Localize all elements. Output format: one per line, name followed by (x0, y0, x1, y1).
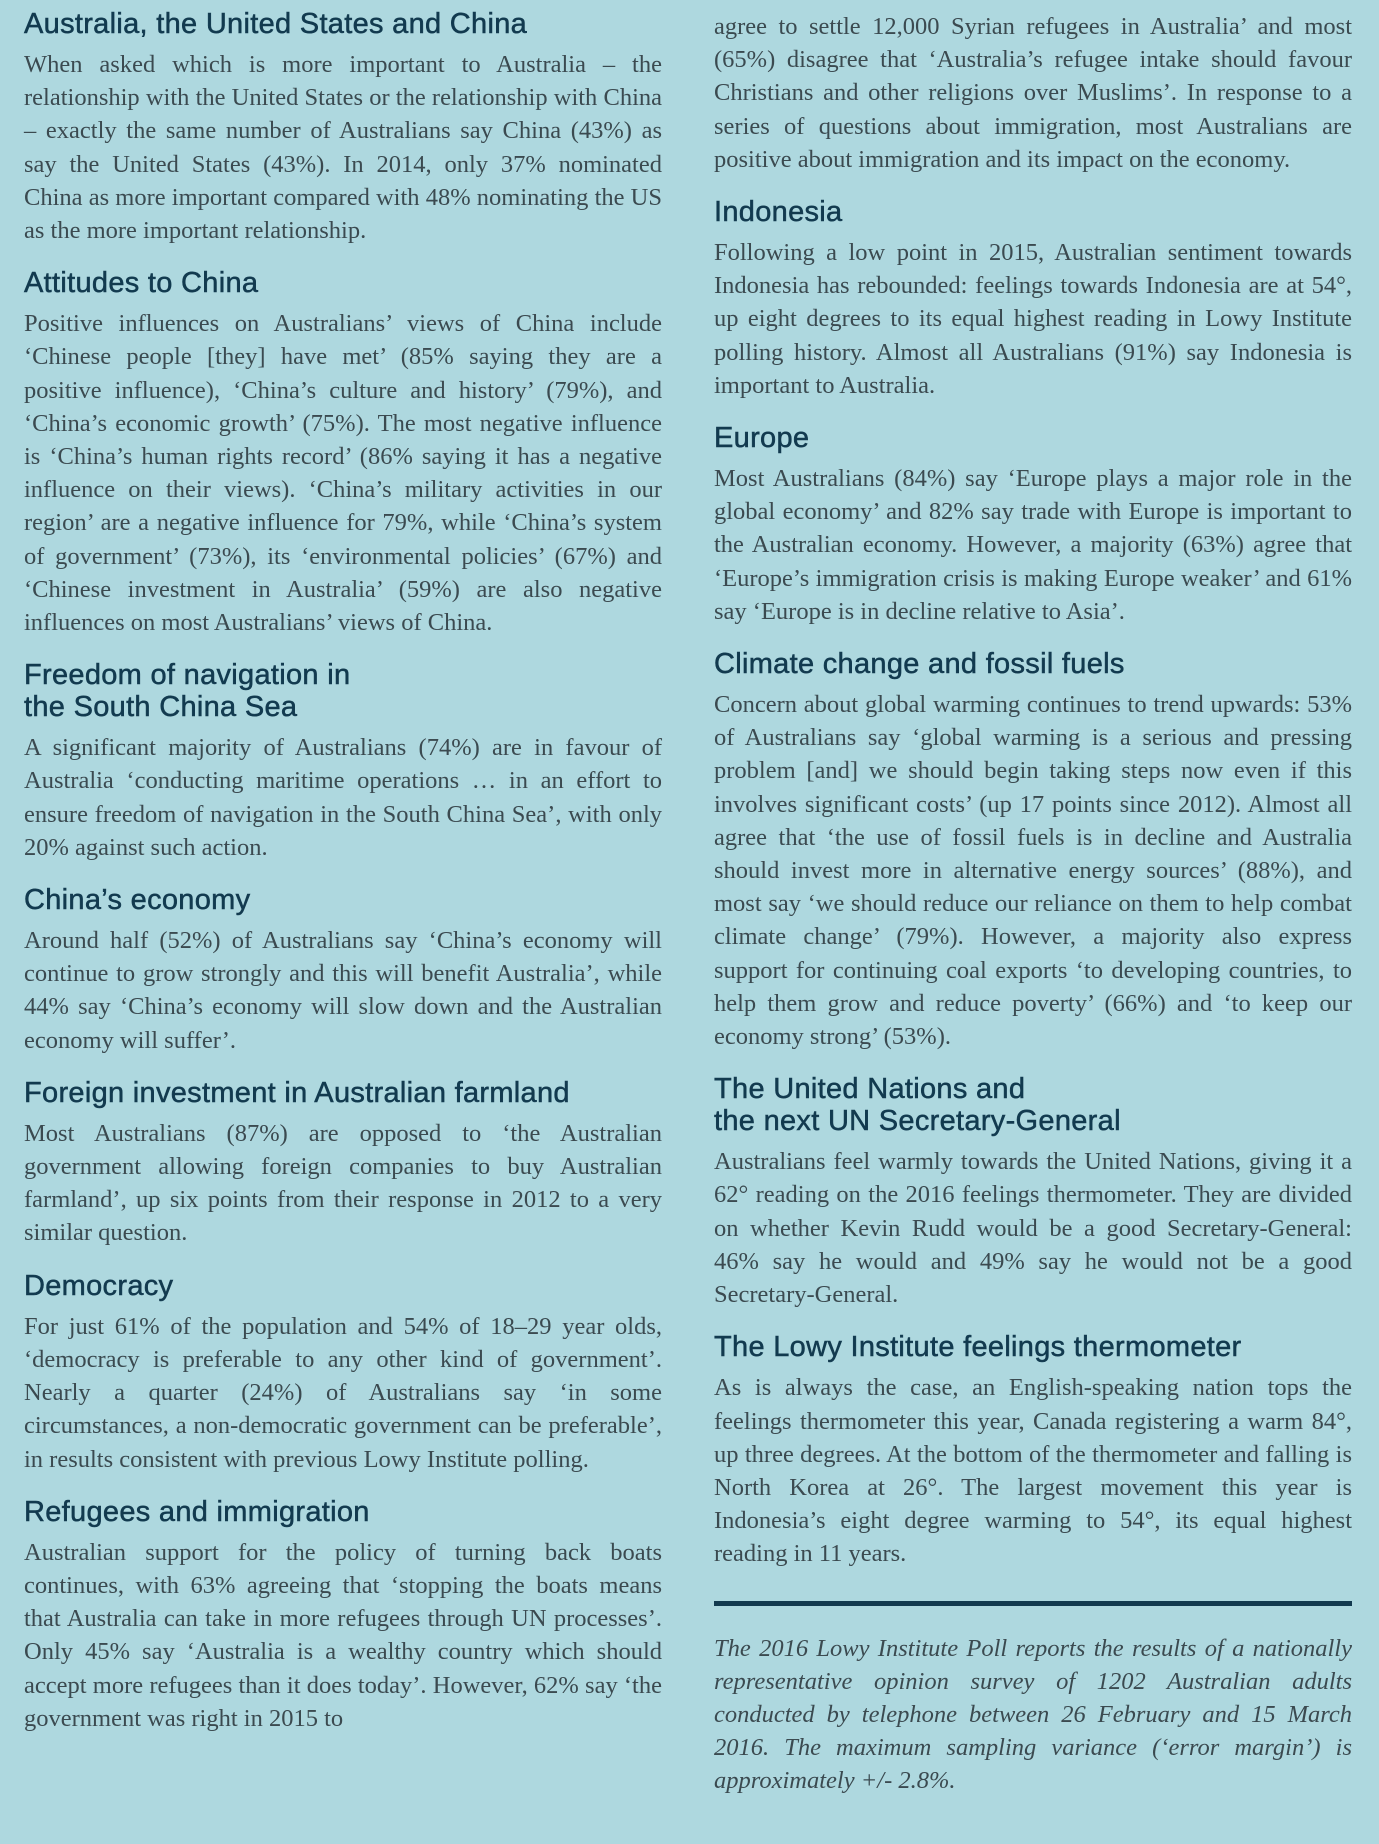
section-refugees-immigration (24, 1496, 662, 1735)
section-body: Around half (52%) of Australians say ‘China’s economy will continue to grow strongly and this will benefit Australia’, while 44% say ‘China’s economy will slow down and the Australian economy will suffer’. (24, 927, 662, 1054)
section-body: agree to settle 12,000 Syrian refugees in Australia’ and most (65%) disagree that ‘Australia’s refugee intake should favour Christians and other religions over Muslims’. In response to a series of questions about immigration, most Australians are positive about immigration and its impact on the economy. (714, 13, 1352, 173)
section-body: Following a low point in 2015, Australian sentiment towards Indonesia has rebounded: feelings towards Indonesia are at 54°, up eight degrees to its equal highest reading in Lowy Institute polling history. Almost all Australians (91%) say Indonesia is important to Australia. (714, 239, 1352, 399)
section-heading: Climate change and fossil fuels (714, 648, 1125, 681)
section-chinas-economy (24, 884, 662, 1057)
section-body: Most Australians (87%) are opposed to ‘the Australian government allowing foreign companies to buy Australian farmland’, up six points from their response in 2012 to a very similar question. (24, 1119, 662, 1247)
section-body: When asked which is more important to Australia – the relationship with the United States or the relationship with China – exactly the same number of Australians say China (43%) as say the United States (43%). In 2014, only 37% nominated China as more important compared with 48% nominating the US as the more important relationship. (24, 51, 662, 245)
section-heading: Australia, the United States and China (24, 8, 528, 40)
section-freedom-of-navigation (24, 659, 662, 864)
section-indonesia (714, 196, 1352, 402)
section-heading-line-1: Freedom of navigation in (24, 659, 351, 692)
section-body: A significant majority of Australians (74%) are in favour of Australia ‘conducting maritime operations … in an effort to ensure freedom of navigation in the South China Sea’, with only 20% against such action. (24, 734, 662, 861)
section-foreign-investment-farmland (24, 1077, 662, 1250)
section-heading: Europe (714, 422, 810, 455)
section-heading-line-2: the next UN Secretary-General (714, 1105, 1121, 1138)
section-heading: Foreign investment in Australian farmland (24, 1076, 570, 1109)
section-heading (714, 1073, 1352, 1137)
section-body: Australians feel warmly towards the United Nations, giving it a 62° reading on the 2016 feelings thermometer. They are divided on whether Kevin Rudd would be a good Secretary-General: 46% say he would and 49% say he would not be a good Secretary-General. (714, 1148, 1352, 1309)
section-body: Most Australians (84%) say ‘Europe plays a major role in the global economy’ and 82% say trade with Europe is important to the Australian economy. However, a majority (63%) agree that ‘Europe’s immigration crisis is making Europe weaker’ and 61% say ‘Europe is in decline relative to Asia’. (714, 465, 1352, 625)
section-body: As is always the case, an English-speaking nation tops the feelings thermometer this year, Canada registering a warm 84°, up three degrees. At the bottom of the thermometer and falling is North Korea at 26°. The largest movement this year is Indonesia’s eight degree warming to 54°, its equal highest reading in 11 years. (714, 1374, 1352, 1568)
section-attitudes-to-china (24, 267, 662, 639)
section-heading: The Lowy Institute feelings thermometer (714, 1331, 1242, 1364)
section-democracy (24, 1270, 662, 1476)
section-heading: Refugees and immigration (24, 1495, 370, 1528)
left-column (24, 0, 662, 1735)
section-heading-line-2: the South China Sea (24, 691, 298, 724)
section-body: Positive influences on Australians’ views of China include ‘Chinese people [they] have met’ (85% saying they are a positive influence), ‘China’s culture and history’ (79%), and ‘China’s economic growth’ (75%). The most negative influence is ‘China’s human rights record’ (86% saying it has a negative influence on their views). ‘China’s military activities in our region’ are a negative influence for 79%, while ‘China’s system of government’ (73%), its ‘environmental policies’ (67%) and ‘Chinese investment in Australia’ (59%) are also negative influences on most Australians’ views of China. (24, 310, 662, 637)
section-europe (714, 422, 1352, 628)
right-column (714, 0, 1352, 1818)
section-australia-us-china (24, 0, 662, 247)
section-feelings-thermometer (714, 1331, 1352, 1570)
section-united-nations (714, 1073, 1352, 1311)
section-body: Australian support for the policy of turning back boats continues, with 63% agreeing that ‘stopping the boats means that Australia can take in more refugees through UN processes’. Only 45% say ‘Australia is a wealthy country which should accept more refugees than it does today’. However, 62% say ‘the government was right in 2015 to (24, 1538, 662, 1732)
methodology-footnote: The 2016 Lowy Institute Poll reports the results of a nationally representative opinion survey of 1202 Australian adults conducted by telephone between 26 February and 15 March 2016. The maximum sampling variance (‘error margin’) is approximately +/- 2.8%. (714, 1634, 1352, 1795)
section-climate-change (714, 648, 1352, 1053)
divider-rule (714, 1601, 1352, 1606)
section-heading-line-1: The United Nations and (714, 1073, 1026, 1106)
section-heading: Indonesia (714, 196, 843, 229)
section-heading (24, 659, 662, 723)
section-body: For just 61% of the population and 54% of 18–29 year olds, ‘democracy is preferable to any other kind of government’. Nearly a quarter (24%) of Australians say ‘in some circumstances, a non-democratic government can be preferable’, in results consistent with previous Lowy Institute polling. (24, 1312, 662, 1473)
section-refugees-continued (714, 0, 1352, 176)
section-heading: China’s economy (24, 884, 251, 917)
section-heading: Attitudes to China (24, 267, 259, 300)
section-body: Concern about global warming continues to trend upwards: 53% of Australians say ‘global warming is a serious and pressing problem [and] we should begin taking steps now even if this involves significant costs’ (up 17 points since 2012). Almost all agree that ‘the use of fossil fuels is in decline and Australia should invest more in alternative energy sources’ (88%), and most say ‘we should reduce our reliance on them to help combat climate change’ (79%). However, a majority also express support for continuing coal exports ‘to developing countries, to help them grow and reduce poverty’ (66%) and ‘to keep our economy strong’ (53%). (714, 691, 1352, 1051)
section-heading: Democracy (24, 1269, 174, 1302)
